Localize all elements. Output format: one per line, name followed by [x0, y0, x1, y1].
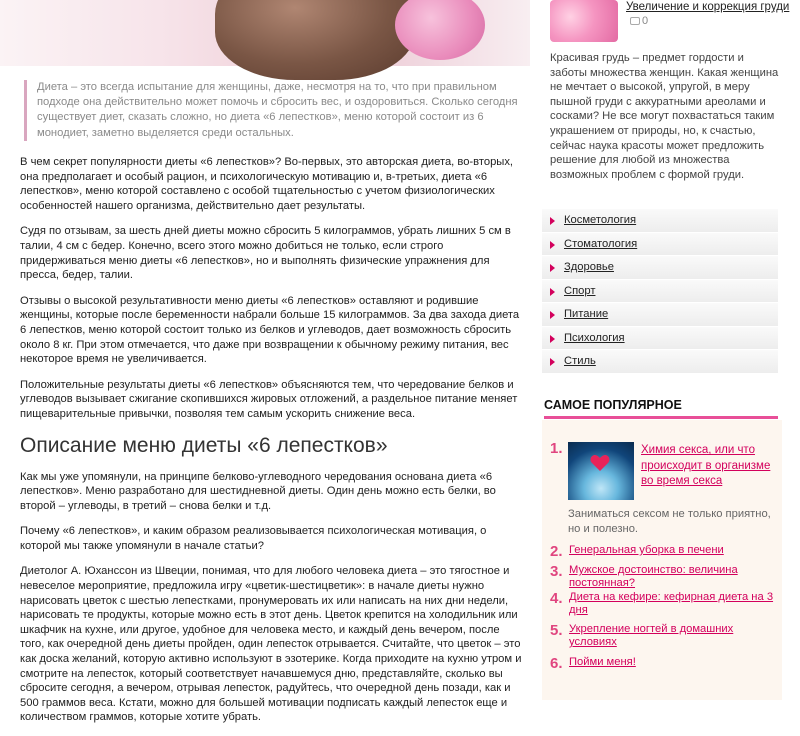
triangle-right-icon	[550, 311, 555, 319]
section-heading: Описание меню диеты «6 лепестков»	[20, 433, 388, 457]
popular-item	[550, 591, 782, 623]
comment-count-value: 0	[642, 15, 649, 27]
hero-decor	[395, 0, 485, 60]
promo-block	[550, 0, 800, 44]
popular-item	[550, 564, 782, 591]
popular-rank: 2.	[550, 543, 563, 560]
popular-description: Заниматься сексом не только приятно, но и полезно.	[568, 508, 771, 535]
category-item[interactable]	[542, 303, 778, 327]
category-label[interactable]: Питание	[564, 308, 609, 320]
popular-link[interactable]: Генеральная уборка в печени	[569, 544, 724, 556]
promo-title[interactable]: Увеличение и коррекция груди	[626, 1, 790, 13]
popular-rank: 3.	[550, 563, 563, 580]
article-paragraph: Положительные результаты диеты «6 лепестков» объясняются тем, что чередование белков и углеводов вызывает сжигание скопившихся жировых отложений, а раздельное питание меняет пищеварительные привычки, позволяя тем самым ускорить снижение веса.	[20, 378, 518, 420]
popular-item	[550, 656, 782, 676]
hero-image	[0, 0, 530, 66]
category-label[interactable]: Косметология	[564, 214, 637, 226]
category-label[interactable]: Спорт	[564, 284, 596, 297]
article-paragraph: Почему «6 лепестков», и каким образом реализовывается психологическая мотивация, о которой мы также упомянули в начале статьи?	[20, 525, 487, 552]
popular-rank: 1.	[550, 440, 563, 457]
popular-link[interactable]: Пойми меня!	[569, 656, 636, 668]
category-item[interactable]	[542, 350, 778, 374]
category-item[interactable]	[542, 209, 778, 233]
popular-link[interactable]: Мужское достоинство: величина постоянная?	[569, 564, 738, 589]
popular-divider	[544, 416, 778, 419]
popular-link[interactable]: Диета на кефире: кефирная диета на 3 дня	[569, 591, 774, 616]
triangle-right-icon	[550, 264, 555, 272]
popular-rank: 5.	[550, 622, 563, 639]
category-item[interactable]	[542, 256, 778, 280]
triangle-right-icon	[550, 335, 555, 343]
hero-figure	[215, 0, 415, 80]
category-item[interactable]	[542, 280, 778, 304]
popular-rank: 6.	[550, 655, 563, 672]
triangle-right-icon	[550, 358, 555, 366]
popular-rank: 4.	[550, 590, 563, 607]
promo-thumbnail[interactable]	[550, 0, 618, 42]
article-body	[20, 155, 526, 736]
article-paragraph: Отзывы о высокой результативности меню диеты «6 лепестков» оставляют и родившие женщины, которые после беременности набрали больше 15 килограммов. За два захода диета 6 лепестков, меню которой состоит только из белков и углеводов, дает возможность сбросить около 8 кг. При этом отмечается, что даже при возвращении к обычному режиму питания, вес некоторое время не увеличивается.	[20, 294, 520, 366]
popular-list	[550, 544, 782, 676]
popular-heading: САМОЕ ПОПУЛЯРНОЕ	[544, 398, 682, 412]
category-label[interactable]: Психология	[564, 331, 625, 344]
popular-link[interactable]: Укрепление ногтей в домашних условиях	[569, 623, 734, 648]
category-label[interactable]: Стоматология	[564, 237, 638, 250]
heart-icon	[590, 454, 610, 472]
article-paragraph: Судя по отзывам, за шесть дней диеты можно сбросить 5 килограммов, убрать лишних 5 см в талии, 4 см с бедер. Конечно, всего этого можно добиться не только, если строго придерживаться меню диеты «6 лепестков», но и выполнять физические упражнения для пресса, бедер, талии.	[20, 225, 511, 282]
triangle-right-icon	[550, 241, 555, 249]
category-menu	[542, 209, 778, 374]
promo-link[interactable]	[626, 0, 796, 28]
article-lead: Диета – это всегда испытание для женщины, даже, несмотря на то, что при правильном подходе она действительно может помочь и сбросить вес, и оздоровиться. Сколько сегодня существует диет, сказать сложно, но диета «6 лепестков», меню которой состоит из 6 монодиет, заметно выделяется среди остальных.	[24, 80, 522, 141]
popular-block	[542, 420, 782, 700]
category-label[interactable]: Стиль	[564, 355, 596, 367]
category-item[interactable]	[542, 327, 778, 351]
comment-count[interactable]	[630, 14, 648, 28]
promo-description: Красивая грудь – предмет гордости и заботы множества женщин. Какая женщина не мечтает о высокой, упругой, в меру пышной груди с аккуратными ареолами и сосками? Не все могут похвастаться таким украшением от природы, но, к счастью, сейчас наука красоты может предложить решение для любой из множества возможных проблем с формой груди.	[550, 52, 779, 181]
category-item[interactable]	[542, 233, 778, 257]
popular-thumbnail[interactable]	[568, 442, 634, 500]
triangle-right-icon	[550, 217, 555, 225]
article-paragraph: Как мы уже упомянули, на принципе белково-углеводного чередования основана диета «6 лепестков». Меню разработано для шестидневной диеты. Один день можно есть белки, во второй – углеводы, в третий – снова белки и т.д.	[20, 470, 496, 512]
article-paragraph: В чем секрет популярности диеты «6 лепестков»? Во-первых, это авторская диета, во-вторых, она предполагает и особый рацион, и психологическую мотивацию и, в-третьих, диета «6 лепестков», меню которой составлено с особой тщательностью с учетом физиологических особенностей нашего организма, действительно дает результаты.	[20, 156, 514, 212]
popular-item	[550, 623, 782, 656]
popular-link[interactable]: Химия секса, или что происходит в организме во время секса	[641, 444, 771, 487]
popular-item	[550, 544, 782, 564]
article-paragraph: Диетолог А. Юханссон из Швеции, понимая, что для любого человека диета – это тягостное и невеселое мероприятие, предложила игру «цветик-шестицветик»: в начале диеты нужно нарисовать цветок с шестью лепестками, пронумеровать их или написать на них дни недели, нарисовать те продукты, которые можно есть в этот день. Цветок крепится на холодильник или шкафчик на кухне, или другое, удобное для человека место, и каждый день вечером, после того, как очередной день диеты пройден, один лепесток отрывается. Считайте, что цветок – это как доска желаний, которую активно используют в эзотерике. Когда приходите на кухню утром и смотрите на лепесток, который соответствует начавшемуся дню, представляйте, сколько вы сбросите сегодня, а вечером, отрывая лепесток, радуйтесь, что очередной день позади, как и 500 граммов веса. Кстати, можно для большей мотивации подписать каждый лепесток еще и количеством граммов, которые хотите убрать.	[20, 565, 522, 724]
triangle-right-icon	[550, 288, 555, 296]
comment-bubble-icon	[630, 17, 640, 25]
category-label[interactable]: Здоровье	[564, 261, 614, 273]
